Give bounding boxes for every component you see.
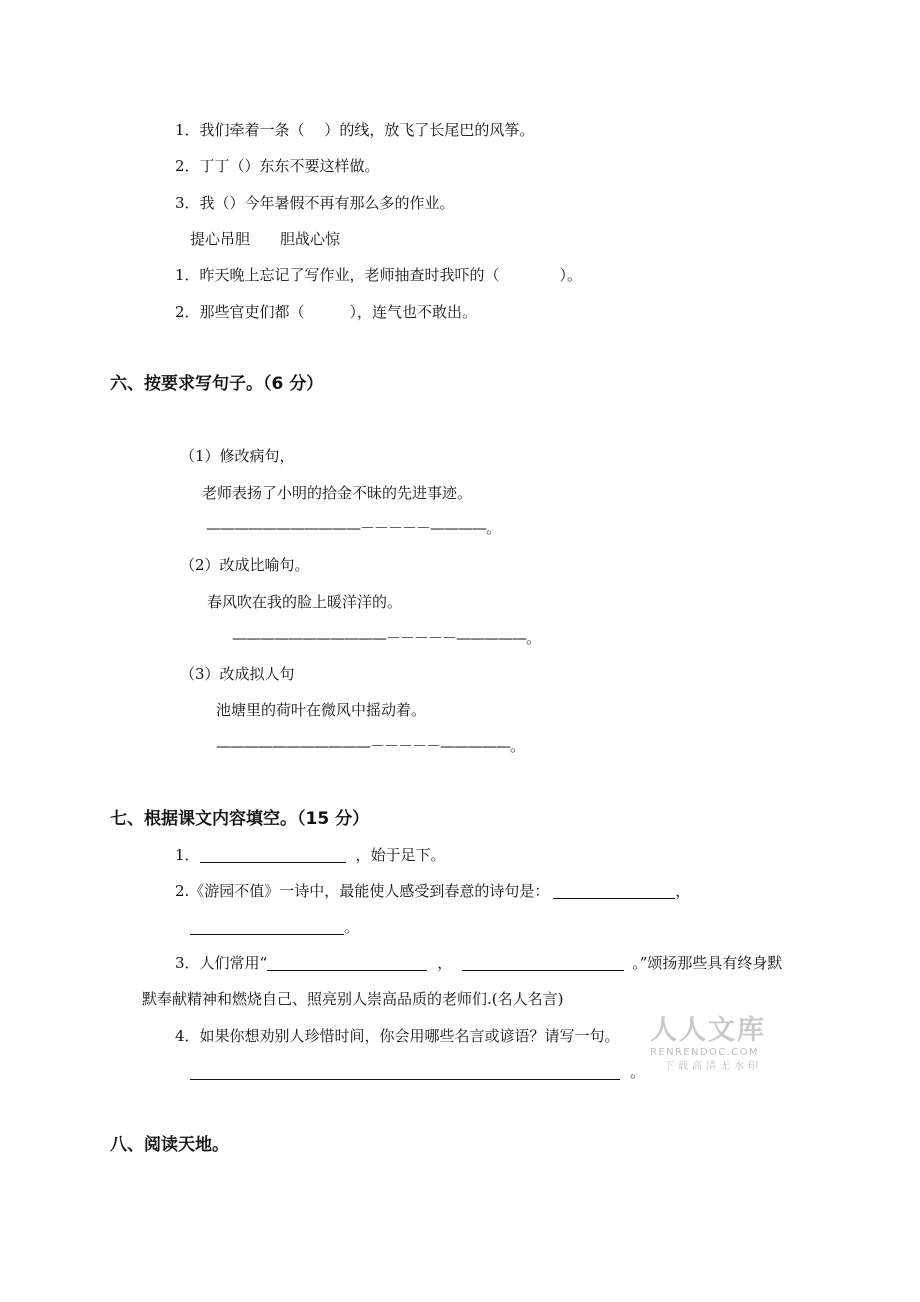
q4-end: 。 — [630, 1063, 646, 1081]
task-1-sentence: 老师表扬了小明的拾金不昧的先进事迹。 — [202, 484, 473, 502]
section-8-heading: 八、阅读天地。 — [110, 1135, 229, 1155]
fill-question-4: 1．昨天晚上忘记了写作业，老师抽查时我吓的（ ）。 — [175, 266, 583, 284]
q2-blank-2[interactable] — [190, 918, 344, 935]
recite-question-3 — [175, 953, 782, 973]
recite-question-2-cont — [190, 917, 359, 937]
q3-blank-1[interactable] — [267, 954, 427, 971]
q3-post: 。”颂扬那些具有终身默 — [632, 954, 783, 972]
recite-question-1 — [175, 845, 446, 865]
recite-question-2 — [175, 881, 690, 901]
recite-question-4-answer — [190, 1062, 645, 1082]
section-7-heading: 七、根据课文内容填空。（15 分） — [110, 809, 370, 829]
watermark-url: RENRENDOC.COM — [650, 1047, 759, 1058]
word-choices: 提心吊胆 胆战心惊 — [190, 230, 341, 248]
watermark-brand: 人人文库 — [650, 1015, 766, 1046]
q2-text: 2.《游园不值》一诗中，最能使人感受到春意的诗句是： — [175, 882, 550, 900]
task-3-sentence: 池塘里的荷叶在微风中摇动着。 — [216, 701, 427, 719]
q1-tail: ，始于足下。 — [355, 846, 446, 864]
q2-comma: ， — [675, 882, 691, 900]
section-6-heading: 六、按要求写句子。（6 分） — [110, 374, 324, 394]
task-3-label: （3）改成拟人句 — [180, 665, 295, 683]
q4-blank[interactable] — [190, 1063, 620, 1080]
q2-end: 。 — [344, 918, 360, 936]
watermark-subtitle: 下载高清无水印 — [664, 1061, 762, 1072]
q3-pre: 3．人们常用“ — [175, 954, 268, 972]
q1-blank[interactable] — [200, 846, 346, 863]
task-2-answer-line: ———————————－－－－－—————。 — [232, 629, 541, 647]
task-1-label: （1）修改病句， — [180, 447, 295, 465]
q3-blank-2[interactable] — [462, 954, 624, 971]
recite-question-4: 4．如果你想劝别人珍惜时间，你会用哪些名言或谚语？请写一句。 — [175, 1027, 620, 1045]
task-2-sentence: 春风吹在我的脸上暖洋洋的。 — [207, 593, 403, 611]
recite-question-3-cont: 默奉献精神和燃烧自己、照亮别人崇高品质的老师们.(名人名言) — [142, 990, 564, 1008]
fill-question-1: 1．我们牵着一条（ ）的线，放飞了长尾巴的风筝。 — [175, 121, 535, 139]
task-3-answer-line: ———————————－－－－－—————。 — [216, 737, 525, 755]
watermark — [650, 1016, 780, 1074]
fill-question-3: 3．我（）今年暑假不再有那么多的作业。 — [175, 194, 455, 212]
q3-mid: ， — [437, 954, 453, 972]
q1-number: 1． — [175, 846, 200, 864]
fill-question-5: 2．那些官吏们都（ ），连气也不敢出。 — [175, 303, 478, 321]
q2-blank-1[interactable] — [553, 882, 675, 899]
task-2-label: （2）改成比喻句。 — [180, 556, 310, 574]
task-1-answer-line: ———————————－－－－－————。 — [206, 519, 501, 537]
fill-question-2: 2．丁丁（）东东不要这样做。 — [175, 157, 380, 175]
